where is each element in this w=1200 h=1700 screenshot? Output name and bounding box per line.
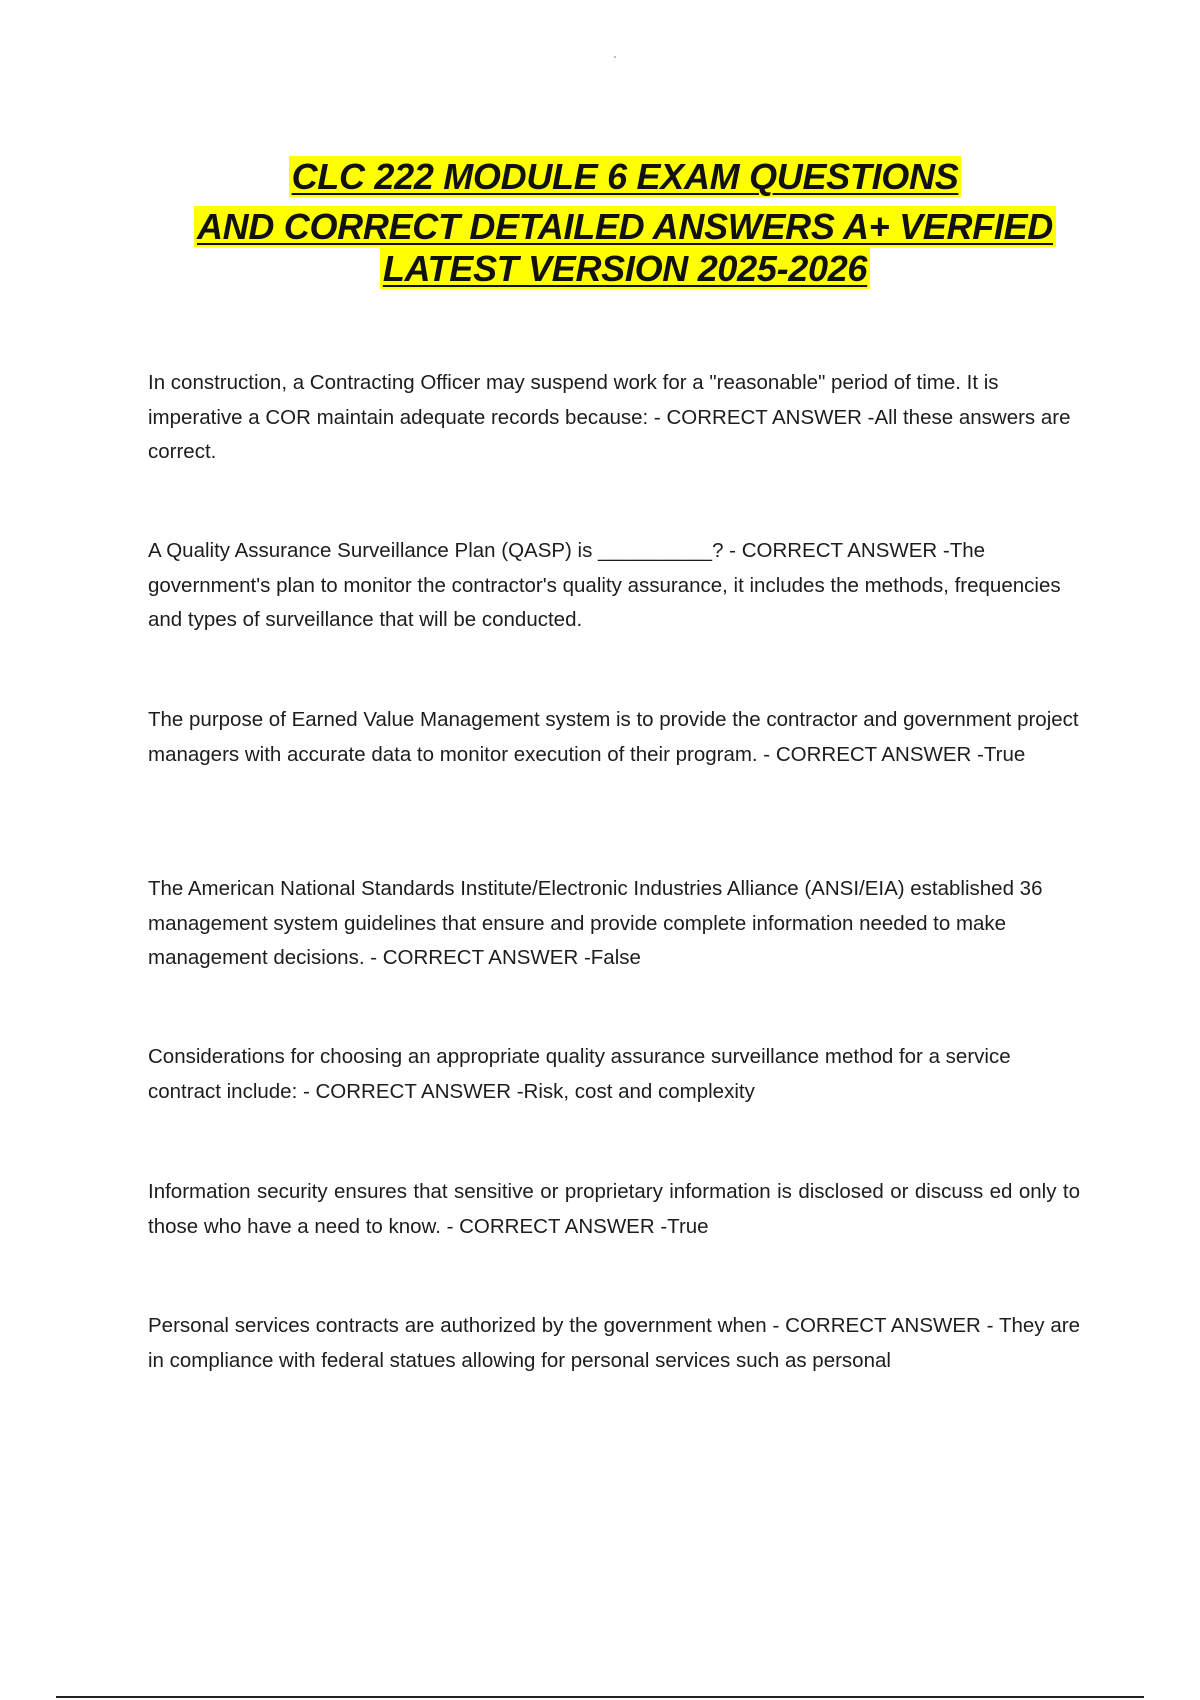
- title-line-1: [120, 154, 1130, 200]
- question-item: The American National Standards Institute/Electronic Industries Alliance (ANSI/EIA) established 36 management system guidelines that ensure and provide complete information needed to make management decisions. - CORRECT ANSWER -False: [148, 877, 1043, 969]
- question-item: Considerations for choosing an appropriate quality assurance surveillance method for a service contract include: - CORRECT ANSWER -Risk, cost and complexity: [148, 1045, 1011, 1103]
- title-line-3: [120, 246, 1130, 292]
- title-line-3-text: LATEST VERSION 2025-2026: [380, 248, 870, 289]
- question-item: The purpose of Earned Value Management system is to provide the contractor and government project managers with accurate data to monitor execution of their program. - CORRECT ANSWER -True: [148, 708, 1079, 766]
- title-line-2: [120, 204, 1130, 250]
- question-item: A Quality Assurance Surveillance Plan (QASP) is __________? - CORRECT ANSWER -The government's plan to monitor the contractor's quality assurance, it includes the methods, frequencies and types of surveillance that will be conducted.: [148, 539, 1061, 631]
- footer-divider: [56, 1696, 1144, 1698]
- question-item: Information security ensures that sensitive or proprietary information is disclosed or discuss ed only to those who have a need to know. - CORRECT ANSWER -True: [148, 1180, 1080, 1238]
- title-line-1-text: CLC 222 MODULE 6 EXAM QUESTIONS: [289, 156, 962, 197]
- question-item: In construction, a Contracting Officer may suspend work for a "reasonable" period of time. It is imperative a COR maintain adequate records because: - CORRECT ANSWER -All these answers are correct.: [148, 371, 1071, 463]
- document-title: [120, 154, 1130, 292]
- question-item: Personal services contracts are authorized by the government when - CORRECT ANSWER - They are in compliance with federal statues allowing for personal services such as personal: [148, 1314, 1080, 1372]
- title-line-2-text: AND CORRECT DETAILED ANSWERS A+ VERFIED: [194, 206, 1056, 247]
- page-mark: [614, 56, 616, 58]
